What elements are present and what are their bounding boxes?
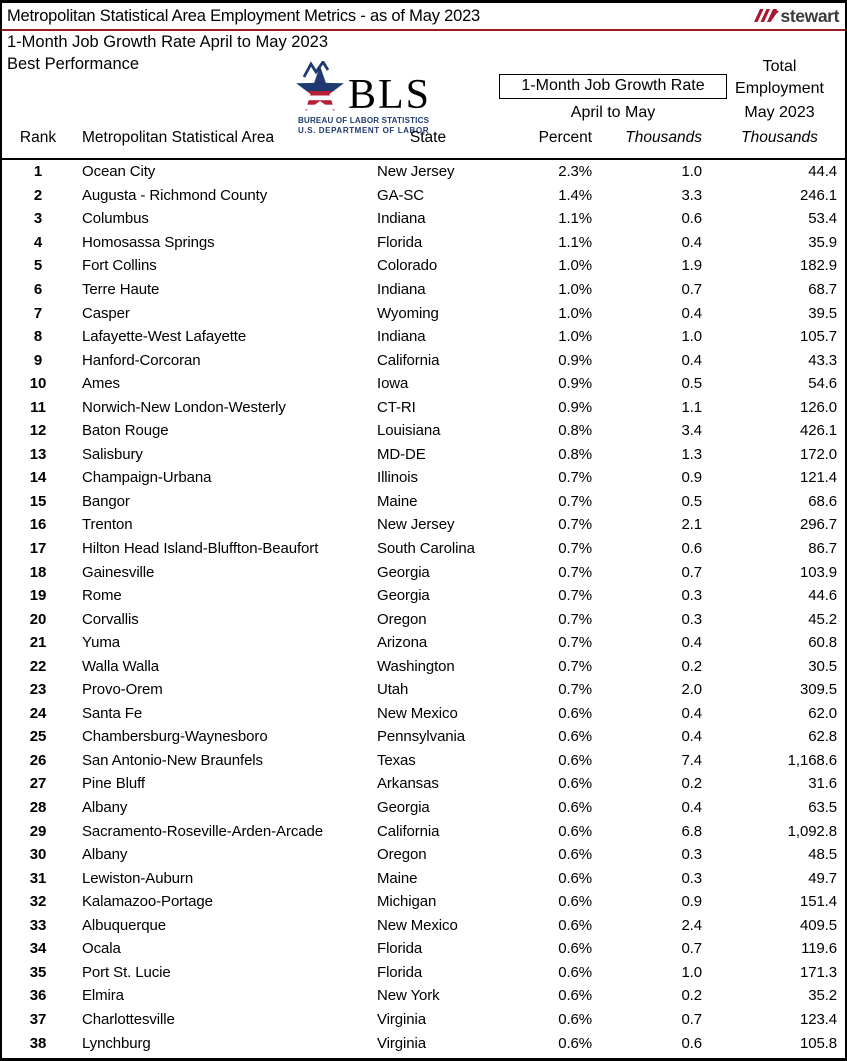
rank-cell: 13: [29, 445, 47, 463]
table-row: [2, 725, 845, 749]
percent-cell: 0.7%: [558, 657, 592, 675]
total-employment-cell: 48.5: [808, 846, 837, 864]
table-row: [2, 631, 845, 655]
rank-cell: 5: [33, 257, 43, 275]
table-row: [2, 325, 845, 349]
table-row: [2, 254, 845, 278]
state-cell: Michigan: [377, 893, 437, 911]
total-employment-cell: 68.6: [808, 492, 837, 510]
table-row: [2, 937, 845, 961]
growth-thousands-cell: 1.3: [681, 445, 702, 463]
growth-rate-subheader: April to May: [570, 104, 656, 121]
rank-cell: 6: [33, 281, 43, 298]
table-row: [2, 1031, 845, 1055]
percent-cell: 0.6%: [558, 987, 592, 1005]
rank-cell: 19: [29, 587, 47, 605]
col-header-percent: Percent: [538, 129, 592, 146]
percent-cell: 0.9%: [558, 351, 592, 369]
msa-cell: Provo-Orem: [82, 681, 163, 699]
growth-thousands-cell: 2.4: [681, 916, 702, 934]
percent-cell: 0.6%: [558, 799, 592, 817]
rank-cell: 4: [33, 233, 43, 251]
total-employment-cell: 296.7: [799, 516, 837, 534]
rank-cell: 12: [29, 422, 47, 440]
stewart-logo: [753, 6, 839, 27]
percent-cell: 0.6%: [558, 775, 592, 793]
rank-cell: 24: [29, 704, 47, 722]
table-row: [2, 301, 845, 325]
msa-cell: Lewiston-Auburn: [82, 869, 194, 887]
table-row: [2, 443, 845, 467]
msa-cell: Terre Haute: [82, 281, 160, 298]
rank-cell: 37: [29, 1010, 47, 1028]
rank-cell: 28: [29, 799, 47, 817]
rank-cell: 33: [29, 916, 47, 934]
msa-cell: Corvallis: [82, 610, 139, 628]
percent-cell: 0.6%: [558, 704, 592, 722]
msa-cell: Port St. Lucie: [82, 963, 171, 981]
total-employment-cell: 31.6: [808, 775, 837, 793]
rank-cell: 34: [29, 940, 47, 958]
rank-cell: 25: [29, 728, 47, 746]
state-cell: Illinois: [377, 469, 418, 487]
rank-cell: 17: [29, 540, 47, 558]
state-cell: Virginia: [377, 1010, 426, 1028]
state-cell: Louisiana: [377, 422, 441, 440]
msa-cell: Albuquerque: [82, 916, 166, 934]
table-row: [2, 678, 845, 702]
rank-cell: 35: [29, 963, 47, 981]
percent-cell: 0.7%: [558, 587, 592, 605]
table-row: [2, 914, 845, 938]
total-employment-cell: 119.6: [801, 940, 837, 958]
table-row: [2, 207, 845, 231]
growth-thousands-cell: 0.4: [681, 728, 702, 746]
table-row: [2, 348, 845, 372]
percent-cell: 0.7%: [558, 469, 592, 487]
percent-cell: 0.7%: [558, 681, 592, 699]
total-employment-cell: 172.0: [799, 445, 837, 463]
percent-cell: 0.7%: [558, 563, 592, 581]
total-employment-cell: 44.4: [808, 163, 837, 181]
msa-cell: Norwich-New London-Westerly: [82, 398, 286, 416]
msa-cell: Casper: [82, 304, 130, 322]
growth-thousands-cell: 0.5: [681, 492, 702, 510]
msa-cell: Pine Bluff: [82, 775, 145, 793]
rank-cell: 18: [29, 563, 47, 581]
msa-cell: Ocean City: [82, 163, 156, 181]
percent-cell: 1.0%: [558, 328, 592, 346]
growth-thousands-cell: 0.2: [681, 775, 702, 793]
growth-thousands-cell: 2.1: [681, 516, 702, 534]
total-employment-cell: 44.6: [808, 587, 837, 605]
col-header-total-thousands: Thousands: [741, 129, 818, 146]
growth-thousands-cell: 0.2: [681, 987, 702, 1005]
total-employment-cell: 151.4: [799, 893, 837, 911]
table-row: [2, 184, 845, 208]
growth-thousands-cell: 6.8: [681, 822, 702, 840]
table-row: [2, 772, 845, 796]
stewart-slashes-icon: [753, 6, 779, 26]
rank-cell: 21: [29, 634, 47, 652]
growth-thousands-cell: 0.5: [681, 375, 702, 393]
state-cell: Washington: [377, 657, 455, 675]
percent-cell: 1.4%: [558, 186, 592, 204]
growth-thousands-cell: 0.9: [681, 893, 702, 911]
rank-cell: 30: [29, 846, 47, 864]
rank-cell: 36: [29, 987, 47, 1005]
percent-cell: 0.6%: [558, 893, 592, 911]
state-cell: New York: [377, 987, 440, 1005]
msa-cell: Augusta - Richmond County: [82, 186, 268, 204]
growth-thousands-cell: 1.0: [681, 163, 702, 181]
bls-acronym: BLS: [348, 72, 432, 118]
col-header-rank: Rank: [19, 129, 57, 146]
table-row: [2, 231, 845, 255]
table-row: [2, 654, 845, 678]
rank-cell: 32: [29, 893, 47, 911]
msa-cell: Charlottesville: [82, 1010, 175, 1028]
growth-thousands-cell: 0.3: [681, 869, 702, 887]
msa-cell: Columbus: [82, 210, 149, 228]
percent-cell: 1.0%: [558, 281, 592, 298]
msa-cell: Albany: [82, 799, 128, 817]
table-row: [2, 1008, 845, 1032]
col-header-thousands: Thousands: [625, 129, 702, 146]
percent-cell: 0.6%: [558, 963, 592, 981]
percent-cell: 0.7%: [558, 610, 592, 628]
total-employment-cell: 49.7: [808, 869, 837, 887]
percent-cell: 1.0%: [558, 257, 592, 275]
bls-caption-1: BUREAU OF LABOR STATISTICS: [298, 116, 430, 125]
percent-cell: 0.9%: [558, 375, 592, 393]
total-employment-cell: 86.7: [808, 540, 837, 558]
state-cell: California: [377, 822, 440, 840]
msa-cell: Hanford-Corcoran: [82, 351, 201, 369]
total-employment-cell: 1,168.6: [787, 751, 837, 769]
subtitle-best-performance: Best Performance: [7, 55, 140, 73]
growth-thousands-cell: 1.0: [681, 328, 702, 346]
growth-thousands-cell: 0.6: [681, 1034, 702, 1052]
report-header: [2, 31, 845, 158]
msa-cell: Kalamazoo-Portage: [82, 893, 213, 911]
total-employment-cell: 35.9: [808, 233, 837, 251]
msa-cell: Chambersburg-Waynesboro: [82, 728, 268, 746]
state-cell: Oregon: [377, 846, 427, 864]
growth-thousands-cell: 0.3: [681, 846, 702, 864]
growth-thousands-cell: 7.4: [681, 751, 702, 769]
table-row: [2, 584, 845, 608]
total-employment-cell: 123.4: [799, 1010, 837, 1028]
total-employment-cell: 105.8: [799, 1034, 837, 1052]
state-cell: New Jersey: [377, 163, 455, 181]
msa-cell: Santa Fe: [82, 704, 143, 722]
rank-cell: 14: [29, 469, 47, 487]
growth-thousands-cell: 0.2: [681, 657, 702, 675]
state-cell: California: [377, 351, 440, 369]
percent-cell: 1.1%: [558, 210, 592, 228]
state-cell: Colorado: [377, 257, 438, 275]
total-employment-cell: 103.9: [799, 563, 837, 581]
percent-cell: 0.6%: [558, 940, 592, 958]
state-cell: Georgia: [377, 563, 430, 581]
state-cell: New Mexico: [377, 916, 458, 934]
table-row: [2, 819, 845, 843]
msa-cell: Ames: [82, 375, 120, 393]
msa-cell: Trenton: [82, 516, 133, 534]
rank-cell: 23: [29, 681, 47, 699]
total-header-line1: Total: [762, 58, 797, 75]
total-employment-cell: 426.1: [799, 422, 837, 440]
total-employment-cell: 126.0: [799, 398, 837, 416]
percent-cell: 0.6%: [558, 869, 592, 887]
rank-cell: 29: [29, 822, 47, 840]
total-employment-cell: 309.5: [799, 681, 837, 699]
percent-cell: 0.6%: [558, 822, 592, 840]
table-row: [2, 490, 845, 514]
growth-thousands-cell: 0.4: [681, 799, 702, 817]
percent-cell: 0.6%: [558, 846, 592, 864]
rank-cell: 9: [33, 351, 43, 369]
growth-thousands-cell: 0.4: [681, 304, 702, 322]
percent-cell: 0.7%: [558, 516, 592, 534]
table-row: [2, 796, 845, 820]
total-header-line3: May 2023: [744, 104, 815, 121]
msa-cell: Elmira: [82, 987, 124, 1005]
growth-thousands-cell: 0.4: [681, 634, 702, 652]
msa-cell: Lafayette-West Lafayette: [82, 328, 247, 346]
state-cell: Florida: [377, 963, 423, 981]
total-employment-cell: 121.4: [799, 469, 837, 487]
state-cell: Florida: [377, 233, 423, 251]
state-cell: Iowa: [377, 375, 409, 393]
state-cell: Maine: [377, 869, 418, 887]
table-row: [2, 372, 845, 396]
total-employment-cell: 62.0: [808, 704, 837, 722]
msa-cell: Lynchburg: [82, 1034, 151, 1052]
rank-cell: 2: [33, 186, 43, 204]
total-employment-cell: 63.5: [808, 799, 837, 817]
col-header-msa: Metropolitan Statistical Area: [82, 129, 275, 146]
rank-cell: 31: [29, 869, 47, 887]
table-row: [2, 278, 845, 302]
total-employment-cell: 62.8: [808, 728, 837, 746]
msa-cell: Rome: [82, 587, 122, 605]
state-cell: GA-SC: [377, 186, 425, 204]
state-cell: New Jersey: [377, 516, 455, 534]
state-cell: South Carolina: [377, 540, 475, 558]
state-cell: Arkansas: [377, 775, 439, 793]
rank-cell: 38: [29, 1034, 47, 1052]
growth-thousands-cell: 2.0: [681, 681, 702, 699]
percent-cell: 0.6%: [558, 1034, 592, 1052]
msa-cell: Salisbury: [82, 445, 143, 463]
state-cell: Georgia: [377, 587, 430, 605]
state-cell: Maine: [377, 492, 418, 510]
growth-thousands-cell: 0.7: [681, 281, 702, 298]
msa-cell: Baton Rouge: [82, 422, 169, 440]
stewart-wordmark: stewart: [780, 5, 839, 26]
percent-cell: 0.7%: [558, 492, 592, 510]
growth-thousands-cell: 0.6: [681, 540, 702, 558]
total-header-line2: Employment: [735, 80, 824, 97]
state-cell: Florida: [377, 940, 423, 958]
state-cell: Georgia: [377, 799, 430, 817]
msa-cell: Bangor: [82, 492, 130, 510]
msa-cell: San Antonio-New Braunfels: [82, 751, 263, 769]
growth-thousands-cell: 0.4: [681, 351, 702, 369]
state-cell: Texas: [377, 751, 416, 769]
table-row: [2, 395, 845, 419]
total-employment-cell: 171.3: [799, 963, 837, 981]
state-cell: Virginia: [377, 1034, 426, 1052]
rank-cell: 15: [29, 492, 47, 510]
state-cell: Pennsylvania: [377, 728, 466, 746]
state-cell: Oregon: [377, 610, 427, 628]
percent-cell: 0.7%: [558, 634, 592, 652]
table-row: [2, 160, 845, 184]
state-cell: New Mexico: [377, 704, 458, 722]
table-row: [2, 419, 845, 443]
table-row: [2, 843, 845, 867]
state-cell: Indiana: [377, 210, 426, 228]
table-row: [2, 537, 845, 561]
total-employment-cell: 409.5: [799, 916, 837, 934]
percent-cell: 0.7%: [558, 540, 592, 558]
growth-thousands-cell: 1.9: [681, 257, 702, 275]
rank-cell: 8: [33, 328, 43, 346]
rank-cell: 1: [33, 163, 43, 181]
growth-thousands-cell: 3.3: [681, 186, 702, 204]
table-row: [2, 607, 845, 631]
state-cell: CT-RI: [377, 398, 416, 416]
msa-cell: Walla Walla: [82, 657, 159, 675]
bls-caption-2: U.S. DEPARTMENT OF LABOR: [298, 126, 430, 135]
table-row: [2, 513, 845, 537]
table-row: [2, 984, 845, 1008]
rank-cell: 27: [29, 775, 47, 793]
growth-thousands-cell: 0.3: [681, 610, 702, 628]
title-bar: [2, 3, 845, 31]
rank-cell: 3: [33, 210, 43, 228]
percent-cell: 0.8%: [558, 445, 592, 463]
rank-cell: 22: [29, 657, 47, 675]
total-employment-cell: 68.7: [808, 281, 837, 298]
total-employment-cell: 39.5: [808, 304, 837, 322]
page-title: Metropolitan Statistical Area Employment Metrics - as of May 2023: [7, 6, 481, 25]
state-cell: MD-DE: [377, 445, 426, 463]
total-employment-cell: 30.5: [808, 657, 837, 675]
percent-cell: 0.6%: [558, 916, 592, 934]
total-employment-cell: 60.8: [808, 634, 837, 652]
msa-cell: Fort Collins: [82, 257, 157, 275]
msa-cell: Ocala: [82, 940, 121, 958]
percent-cell: 0.6%: [558, 751, 592, 769]
growth-thousands-cell: 0.9: [681, 469, 702, 487]
msa-cell: Albany: [82, 846, 128, 864]
percent-cell: 1.0%: [558, 304, 592, 322]
msa-cell: Homosassa Springs: [82, 233, 215, 251]
rank-cell: 11: [30, 398, 46, 416]
state-cell: Arizona: [377, 634, 428, 652]
growth-thousands-cell: 0.7: [681, 563, 702, 581]
growth-thousands-cell: 0.4: [681, 233, 702, 251]
growth-rate-group-header: 1-Month Job Growth Rate: [499, 74, 727, 99]
state-cell: Utah: [377, 681, 409, 699]
total-employment-cell: 182.9: [799, 257, 837, 275]
state-cell: Wyoming: [377, 304, 439, 322]
state-cell: Indiana: [377, 328, 426, 346]
subtitle-growth-rate: 1-Month Job Growth Rate April to May 2023: [7, 33, 328, 51]
growth-thousands-cell: 1.0: [681, 963, 702, 981]
growth-thousands-cell: 3.4: [681, 422, 702, 440]
percent-cell: 2.3%: [558, 163, 592, 181]
msa-cell: Hilton Head Island-Bluffton-Beaufort: [82, 540, 319, 558]
total-employment-cell: 54.6: [808, 375, 837, 393]
total-employment-cell: 35.2: [808, 987, 837, 1005]
total-employment-cell: 246.1: [799, 186, 837, 204]
rank-cell: 20: [29, 610, 47, 628]
total-employment-cell: 105.7: [799, 328, 837, 346]
msa-table: [2, 158, 845, 1055]
table-row: [2, 961, 845, 985]
rank-cell: 16: [29, 516, 47, 534]
total-employment-cell: 1,092.8: [787, 822, 837, 840]
total-employment-cell: 45.2: [808, 610, 837, 628]
growth-thousands-cell: 0.7: [681, 940, 702, 958]
total-employment-cell: 43.3: [808, 351, 837, 369]
rank-cell: 7: [33, 304, 43, 322]
growth-thousands-cell: 0.4: [681, 704, 702, 722]
table-row: [2, 702, 845, 726]
msa-cell: Gainesville: [82, 563, 155, 581]
growth-thousands-cell: 1.1: [681, 398, 702, 416]
rank-cell: 10: [29, 375, 47, 393]
percent-cell: 0.6%: [558, 728, 592, 746]
msa-cell: Yuma: [82, 634, 120, 652]
growth-thousands-cell: 0.3: [681, 587, 702, 605]
growth-thousands-cell: 0.7: [681, 1010, 702, 1028]
percent-cell: 0.8%: [558, 422, 592, 440]
state-cell: Indiana: [377, 281, 426, 298]
percent-cell: 0.6%: [558, 1010, 592, 1028]
msa-cell: Sacramento-Roseville-Arden-Arcade: [82, 822, 323, 840]
total-employment-cell: 53.4: [808, 210, 837, 228]
table-row: [2, 866, 845, 890]
table-row: [2, 749, 845, 773]
percent-cell: 0.9%: [558, 398, 592, 416]
col-header-state: State: [409, 129, 447, 146]
rank-cell: 26: [29, 751, 47, 769]
msa-cell: Champaign-Urbana: [82, 469, 212, 487]
percent-cell: 1.1%: [558, 233, 592, 251]
growth-thousands-cell: 0.6: [681, 210, 702, 228]
table-row: [2, 890, 845, 914]
table-row: [2, 466, 845, 490]
table-row: [2, 560, 845, 584]
